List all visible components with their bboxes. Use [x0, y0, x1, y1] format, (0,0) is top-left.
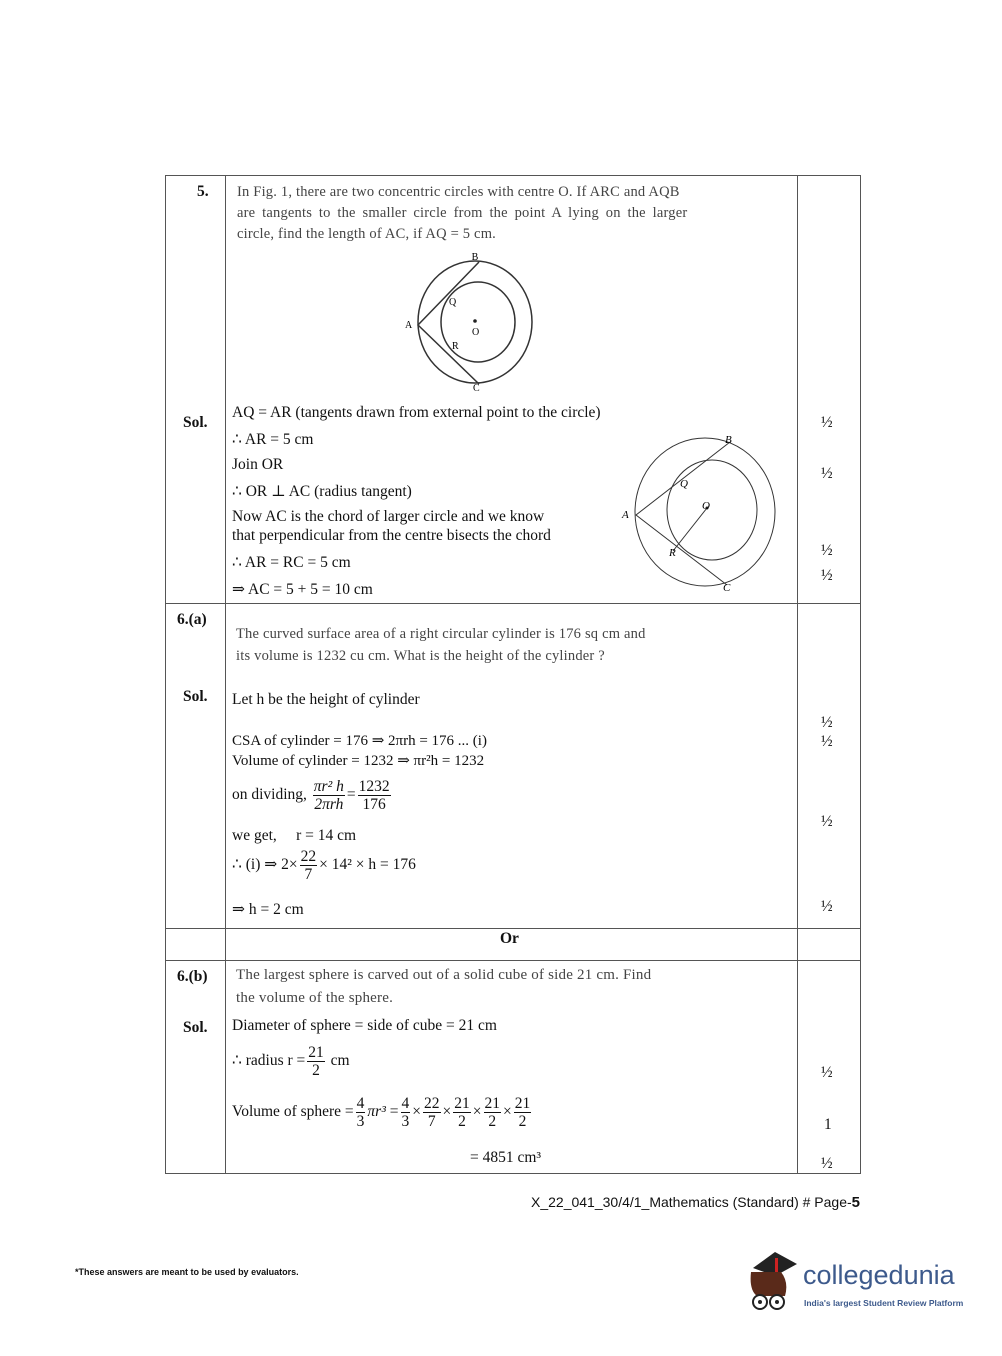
solution-line: Join OR [232, 456, 284, 473]
svg-text:B: B [725, 434, 732, 446]
column-divider [797, 175, 798, 1174]
svg-text:C: C [723, 582, 731, 594]
solution-line: CSA of cylinder = 176 ⇒ 2πrh = 176 ... (i) [232, 733, 487, 749]
solution-line: ∴ AR = RC = 5 cm [232, 554, 351, 571]
solution-label: Sol. [183, 688, 208, 705]
solution-line: ⇒ AC = 5 + 5 = 10 cm [232, 581, 373, 598]
mark: ½ [821, 1155, 833, 1172]
svg-text:B: B [471, 252, 479, 263]
mark: 1 [824, 1116, 832, 1133]
solution-line: ⇒ h = 2 cm [232, 901, 304, 918]
table-border [165, 175, 166, 1174]
row-divider [165, 928, 861, 929]
mark: ½ [821, 1064, 833, 1081]
table-border [165, 175, 861, 176]
solution-label: Sol. [183, 414, 208, 431]
mark: ½ [821, 465, 833, 482]
svg-text:C: C [473, 383, 480, 394]
volume-step: Volume of sphere = $\frac{4}{3}$ πr³ = $\frac{4}{3}$ × $\frac{22}{7}$ × $\frac{21}{2}$ × $\frac{21}{2}$ × $\frac{21}{2}$ [232, 1095, 531, 1130]
substitution-step: ∴ (i) ⇒ 2× $\frac{22}{7}$ × 14² × h = 176 [232, 848, 416, 883]
fraction: $\frac{21}{2}$ [308, 1044, 324, 1079]
mark: ½ [821, 813, 833, 830]
question-text-line: the volume of the sphere. [236, 990, 394, 1006]
solution-figure [615, 430, 785, 600]
solution-line: ∴ OR ⊥ AC (radius tangent) [232, 483, 412, 500]
solution-line: Let h be the height of cylinder [232, 691, 420, 708]
table-border [860, 175, 861, 1174]
svg-text:R: R [669, 547, 676, 559]
collegedunia-logo: collegedunia India's largest Student Review Platform [745, 1250, 970, 1320]
disclaimer: *These answers are meant to be used by evaluators. [75, 1267, 299, 1277]
mark: ½ [821, 567, 833, 584]
svg-text:Q: Q [449, 297, 457, 308]
question-text-line: are tangents to the smaller circle from the point A lying on the larger [237, 205, 688, 221]
svg-text:R: R [452, 341, 459, 352]
question-text-line: The largest sphere is carved out of a solid cube of side 21 cm. Find [236, 967, 652, 983]
mark: ½ [821, 414, 833, 431]
svg-text:O: O [702, 500, 710, 512]
row-divider [165, 960, 861, 961]
page-reference: X_22_041_30/4/1_Mathematics (Standard) # Page-5 [531, 1194, 860, 1211]
figure-1-concentric-circles [395, 248, 555, 396]
question-text-line: In Fig. 1, there are two concentric circles with centre O. If ARC and AQB [237, 184, 680, 200]
division-step: on dividing, πr² h 2πrh = $\frac{1232}{176}$ [232, 778, 390, 813]
question-number: 6.(b) [177, 968, 208, 985]
fraction: $\frac{22}{7}$ [300, 848, 317, 883]
mark: ½ [821, 714, 833, 731]
question-text-line: circle, find the length of AC, if AQ = 5 cm. [237, 226, 496, 242]
solution-line: Volume of cylinder = 1232 ⇒ πr²h = 1232 [232, 753, 485, 769]
svg-text:O: O [472, 327, 480, 338]
fraction: πr² h 2πrh [313, 778, 344, 813]
svg-text:A: A [622, 509, 629, 521]
solution-line: Now AC is the chord of larger circle and we know [232, 508, 545, 525]
fraction: $\frac{1232}{176}$ [358, 778, 390, 813]
mark: ½ [821, 542, 833, 559]
solution-line: AQ = AR (tangents drawn from external point to the circle) [232, 404, 601, 421]
mascot-icon [745, 1250, 803, 1318]
solution-line: Diameter of sphere = side of cube = 21 cm [232, 1017, 497, 1034]
mark: ½ [821, 898, 833, 915]
radius-step: ∴ radius r = $\frac{21}{2}$ cm [232, 1044, 350, 1079]
question-text-line: The curved surface area of a right circular cylinder is 176 sq cm and [236, 626, 646, 642]
question-number: 6.(a) [177, 611, 207, 628]
solution-result: = 4851 cm³ [470, 1149, 542, 1166]
solution-line: ∴ AR = 5 cm [232, 431, 314, 448]
svg-text:A: A [405, 320, 413, 331]
mark: ½ [821, 733, 833, 750]
row-divider [165, 603, 861, 604]
solution-line: we get, r = 14 cm [232, 827, 357, 844]
svg-text:Q: Q [680, 478, 688, 490]
table-border [165, 1173, 861, 1174]
question-number: 5. [197, 183, 209, 200]
solution-label: Sol. [183, 1019, 208, 1036]
solution-line: that perpendicular from the centre bisects the chord [232, 527, 551, 544]
or-separator: Or [500, 930, 519, 947]
question-text-line: its volume is 1232 cu cm. What is the height of the cylinder ? [236, 648, 605, 664]
column-divider [225, 175, 226, 1174]
